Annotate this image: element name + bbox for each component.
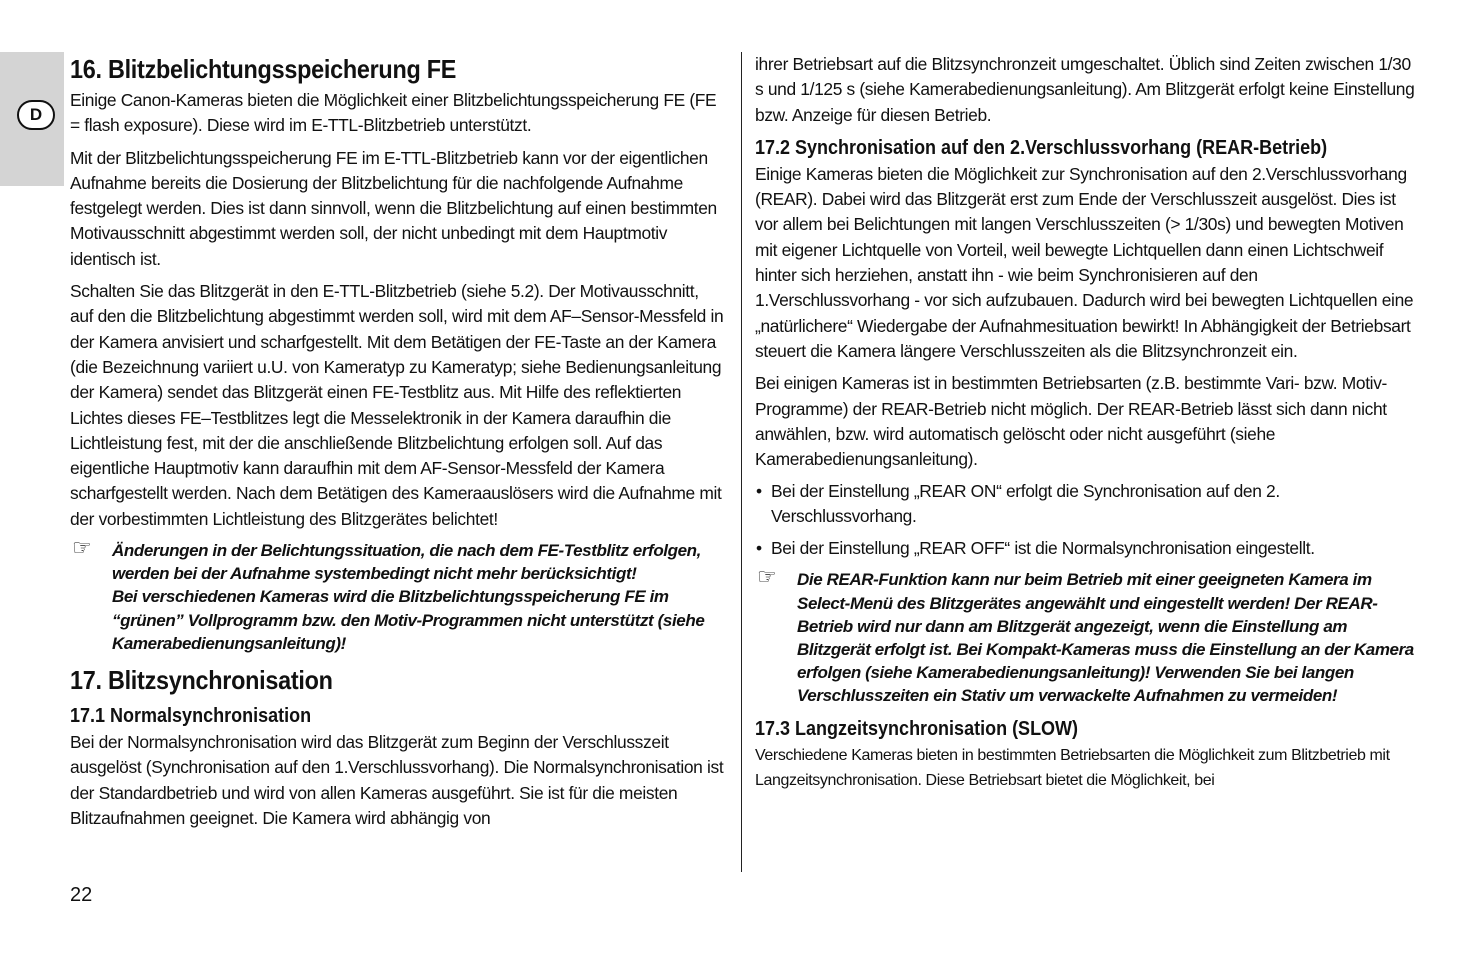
paragraph: Verschiedene Kameras bieten in bestimmten Betriebsarten die Möglichkeit zum Blitzbetrieb mit Langzeitsynchronisation. Diese Betriebsart bietet die Möglichkeit, bei <box>755 746 1390 789</box>
bullet-item: • Bei der Einstellung „REAR OFF“ ist die Normalsynchronisation eingestellt. <box>756 538 1315 559</box>
paragraph: Schalten Sie das Blitzgerät in den E-TTL-Blitzbetrieb (siehe 5.2). Der Motivausschnitt, auf den die Blitzbelichtung abgestimmt werden soll, wird mit dem AF–Sensor-Messfeld in der Kamera anvisiert und scharfgestellt. Mit dem Betätigen der FE-Taste an der Kamera (die Bezeichnung variiert u.U. von Kameratyp zu Kameratyp; siehe Bedienungsanleitung der Kamera) sendet das Blitzgerät einen FE-Testblitz aus. Mit Hilfe des reflektierten Lichtes dieses FE–Testblitzes legt die Messelektronik in der Kamera daraufhin die Lichtleistung fest, mit der die anschließende Blitzbelichtung erfolgen soll. Auf das eigentliche Hauptmotiv kann daraufhin mit dem AF-Sensor-Messfeld der Kamera scharfgestellt werden. Nach dem Betätigen des Kameraauslösers wird die Aufnahme mit der vorbestimmten Lichtleistung des Blitzgerätes belichtet! <box>70 281 724 529</box>
page-number: 22 <box>70 884 93 906</box>
column-divider <box>741 52 742 872</box>
bullet-item: • Bei der Einstellung „REAR ON“ erfolgt die Synchronisation auf den 2. Verschlussvorhang. <box>756 481 1280 527</box>
left-column <box>70 52 726 838</box>
bullet-text: Bei der Einstellung „REAR ON“ erfolgt die Synchronisation auf den 2. Verschlussvorhang. <box>771 481 1280 527</box>
paragraph: Bei der Normalsynchronisation wird das Blitzgerät zum Beginn der Verschlusszeit ausgelöst (Synchronisation auf den 1.Verschlussvorhang). Die Normalsynchronisation ist der Standardbetrieb und wird von allen Kameras ausgeführt. Sie ist für die meisten Blitzaufnahmen geeignet. Die Kamera wird abhängig von <box>70 732 724 828</box>
note-text: Änderungen in der Belichtungssituation, die nach dem FE-Testblitz erfolgen, werden bei der Aufnahme systembedingt nicht mehr berücksichtigt! <box>112 541 701 584</box>
paragraph: Einige Canon-Kameras bieten die Möglichkeit einer Blitzbelichtungsspeicherung FE (FE = flash exposure). Diese wird im E-TTL-Blitzbetrieb unterstützt. <box>70 90 717 136</box>
right-column <box>755 52 1415 800</box>
heading-17-3: 17.3 Langzeitsynchronisation (SLOW) <box>755 717 1079 740</box>
heading-17: 17. Blitzsynchronisation <box>70 665 333 696</box>
pointing-hand-icon: ☞ <box>757 564 777 590</box>
paragraph: Bei einigen Kameras ist in bestimmten Betriebsarten (z.B. bestimmte Vari- bzw. Motiv-Programme) der REAR-Betrieb nicht möglich. Der REAR-Betrieb lässt sich dann nicht anwählen, bzw. wird automatisch gelöscht oder nicht ausgeführt (siehe Kamerabedienungsanleitung). <box>755 373 1387 470</box>
heading-17-2: 17.2 Synchronisation auf den 2.Verschlussvorhang (REAR-Betrieb) <box>755 136 1328 159</box>
paragraph: Einige Kameras bieten die Möglichkeit zur Synchronisation auf den 2.Verschlussvorhang (REAR). Dabei wird das Blitzgerät erst zum Ende der Verschlusszeit ausgelöst. Dies ist vor allem bei Belichtungen mit langen Verschlusszeiten (> 1/30s) und bewegten Motiven mit eigener Lichtquelle von Vorteil, weil bewegte Lichtquellen dann einen Lichtschweif hinter sich herziehen, anstatt ihn - wie beim Synchronisieren auf den 1.Verschlussvorhang - vor sich aufzubauen. Dadurch wird bei bewegten Lichtquellen eine „natürlichere“ Wiedergabe der Aufnahmesituation bewirkt! In Abhängigkeit der Betriebsart steuert die Kamera längere Verschlusszeiten als die Blitzsynchronzeit ein. <box>755 163 1414 361</box>
language-badge: D <box>17 100 55 130</box>
paragraph: Mit der Blitzbelichtungsspeicherung FE im E-TTL-Blitzbetrieb kann vor der eigentlichen Aufnahme bereits die Dosierung der Blitzbelichtung für die nachfolgende Aufnahme festgelegt werden. Dies ist dann sinnvoll, wenn die Blitzbelichtung auf einen bestimmten Motivausschnitt abgestimmt werden soll, der nicht unbedingt mit dem Hauptmotiv identisch ist. <box>70 147 717 269</box>
heading-17-1: 17.1 Normalsynchronisation <box>70 705 312 728</box>
bullet-text: Bei der Einstellung „REAR OFF“ ist die Normalsynchronisation eingestellt. <box>771 538 1315 559</box>
note-text: Die REAR-Funktion kann nur beim Betrieb mit einer geeigneten Kamera im Select-Menü des Blitzgerätes angewählt und eingestellt werden! Der REAR-Betrieb wird nur dann am Blitzgerät angezeigt, wenn die Einstellung am Blitzgerät erfolgt ist. Bei Kompakt-Kameras muss die Einstellung an der Kamera erfolgen (siehe Kamerabedienungsanleitung)! Verwenden Sie bei langen Verschlusszeiten ein Stativ um verwackelte Aufnahmen zu vermeiden! <box>797 570 1414 706</box>
paragraph: ihrer Betriebsart auf die Blitzsynchronzeit umgeschaltet. Üblich sind Zeiten zwischen 1/30 s und 1/125 s (siehe Kamerabedienungsanleitung). Am Blitzgerät erfolgt keine Einstellung bzw. Anzeige für diesen Betrieb. <box>755 54 1415 125</box>
heading-16: 16. Blitzbelichtungsspeicherung FE <box>70 54 457 84</box>
note-block <box>755 564 1415 707</box>
pointing-hand-icon: ☞ <box>72 535 92 561</box>
note-block <box>70 535 726 655</box>
note-text: Bei verschiedenen Kameras wird die Blitzbelichtungsspeicherung FE im “grünen” Vollprogramm bzw. den Motiv-Programmen nicht unterstützt (siehe Kamerabedienungsanleitung)! <box>112 587 705 653</box>
